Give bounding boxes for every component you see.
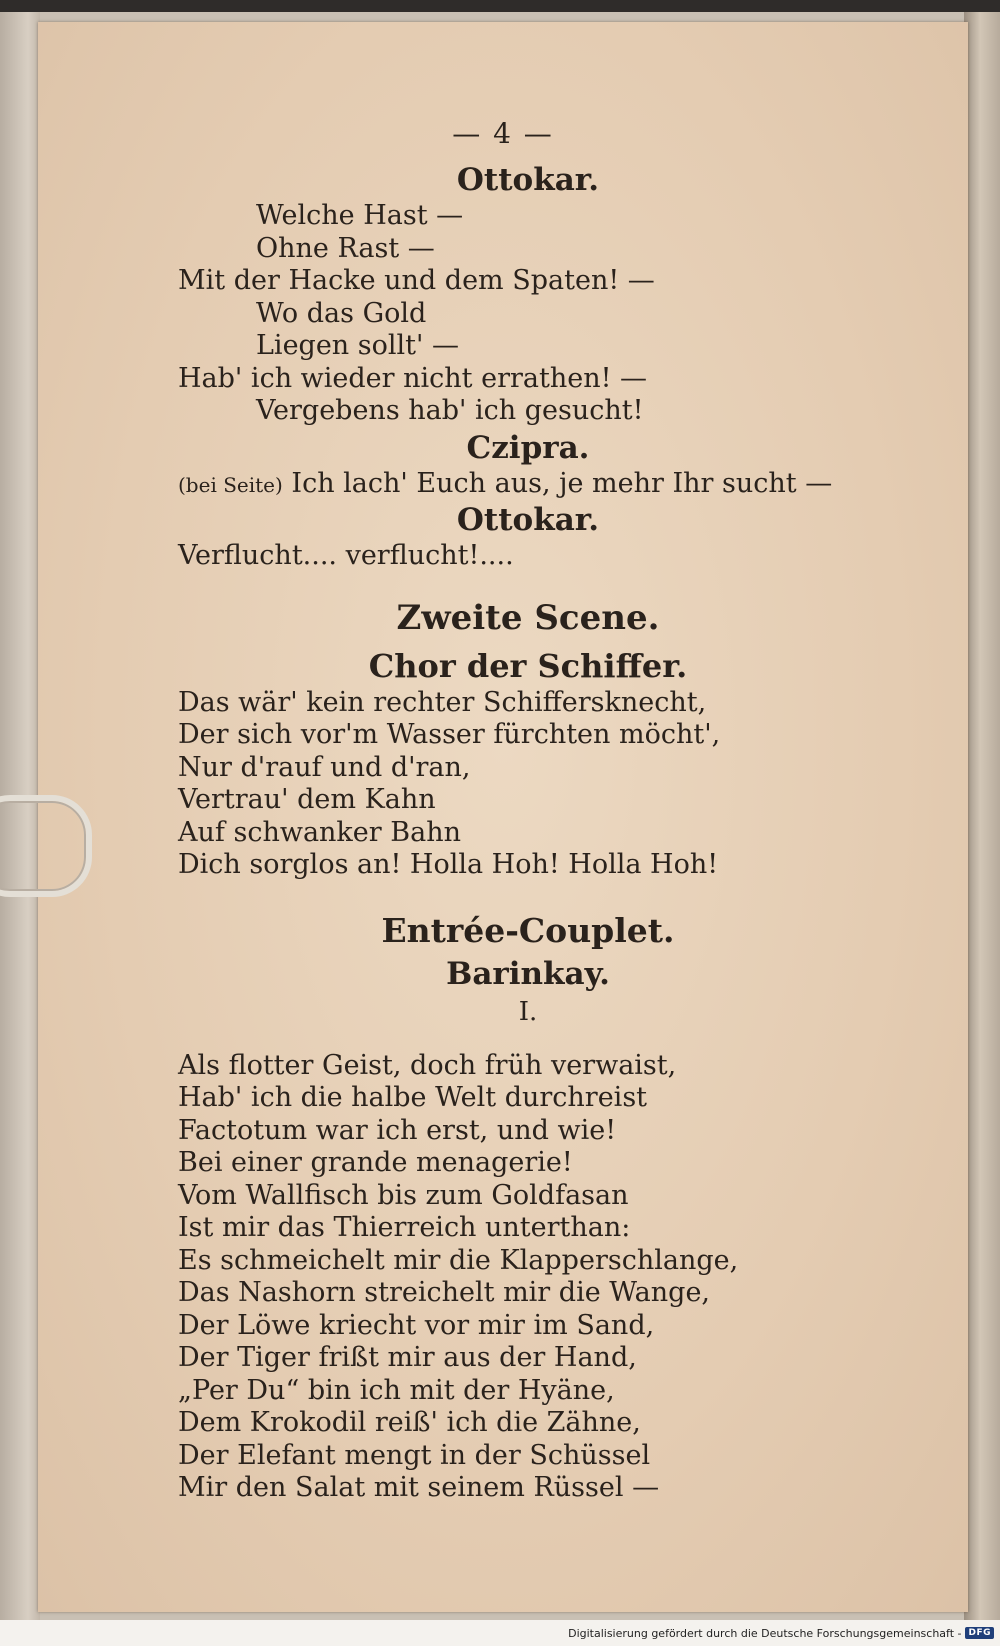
verse-line: Vergebens hab' ich gesucht! [256, 395, 644, 426]
verse-line: Das Nashorn streichelt mir die Wange, [178, 1277, 711, 1308]
verse-line-czipra [178, 468, 938, 501]
verse-line: Mit der Hacke und dem Spaten! — [178, 265, 655, 296]
footer-credit: Digitalisierung gefördert durch die Deutsche Forschungsgemeinschaft - [568, 1626, 962, 1640]
page-number: — 4 — [452, 117, 554, 150]
verse-line: Dem Krokodil reiß' ich die Zähne, [178, 1407, 641, 1438]
verse-line: Ist mir das Thierreich unterthan: [178, 1212, 631, 1243]
verse-line: Dich sorglos an! Holla Hoh! Holla Hoh! [178, 849, 719, 880]
verse-line: Mir den Salat mit seinem Rüssel — [178, 1472, 660, 1503]
verse-line: Wo das Gold [256, 297, 427, 329]
verse-line: Das wär' kein rechter Schiffersknecht, [178, 686, 707, 718]
book-page [38, 22, 968, 1612]
speaker-czipra: Czipra. [466, 429, 590, 466]
verse-line: Der Tiger frißt mir aus der Hand, [178, 1342, 637, 1373]
couplet-heading: Entrée-Couplet. [381, 910, 675, 950]
verse-line: Bei einer grande menagerie! [178, 1147, 573, 1178]
speaker-barinkay: Barinkay. [446, 955, 610, 992]
verse-line: Factotum war ich erst, und wie! [178, 1114, 617, 1146]
chorus-heading: Chor der Schiffer. [368, 646, 688, 685]
scan-top-edge [0, 0, 1000, 12]
digitization-footer [568, 1624, 994, 1642]
verse-line: Der sich vor'm Wasser fürchten möcht', [178, 719, 721, 750]
verse-line: Der Löwe kriecht vor mir im Sand, [178, 1309, 655, 1341]
verse-line: Verflucht.... verflucht!.... [178, 540, 514, 571]
verse-line: Nur d'rauf und d'ran, [178, 751, 471, 783]
stage-direction: (bei Seite) [178, 472, 283, 497]
scene-heading: Zweite Scene. [396, 597, 660, 638]
page-clip [0, 795, 92, 897]
verse-line: Als flotter Geist, doch früh verwaist, [178, 1049, 677, 1081]
verse-line: Vertrau' dem Kahn [178, 784, 436, 815]
speaker-ottokar: Ottokar. [456, 162, 600, 198]
binding-right-edge [964, 12, 1000, 1620]
speaker-ottokar-2: Ottokar. [456, 502, 600, 538]
verse-line: Ohne Rast — [256, 232, 435, 264]
verse-line: Hab' ich die halbe Welt durchreist [178, 1082, 648, 1113]
verse-line-text: Ich lach' Euch aus, je mehr Ihr sucht — [291, 467, 833, 499]
verse-line: Vom Wallfisch bis zum Goldfasan [178, 1179, 629, 1211]
dfg-logo-icon: DFG [965, 1627, 994, 1639]
verse-number: I. [518, 996, 538, 1027]
verse-line: Welche Hast — [256, 200, 464, 231]
verse-line: Der Elefant mengt in der Schüssel [178, 1439, 651, 1471]
verse-line: Es schmeichelt mir die Klapperschlange, [178, 1244, 739, 1276]
verse-line: Liegen sollt' — [256, 330, 460, 361]
page-text [178, 160, 938, 1505]
verse-line: Auf schwanker Bahn [178, 816, 461, 848]
verse-line: „Per Du“ bin ich mit der Hyäne, [178, 1374, 615, 1406]
verse-line: Hab' ich wieder nicht errathen! — [178, 362, 648, 394]
